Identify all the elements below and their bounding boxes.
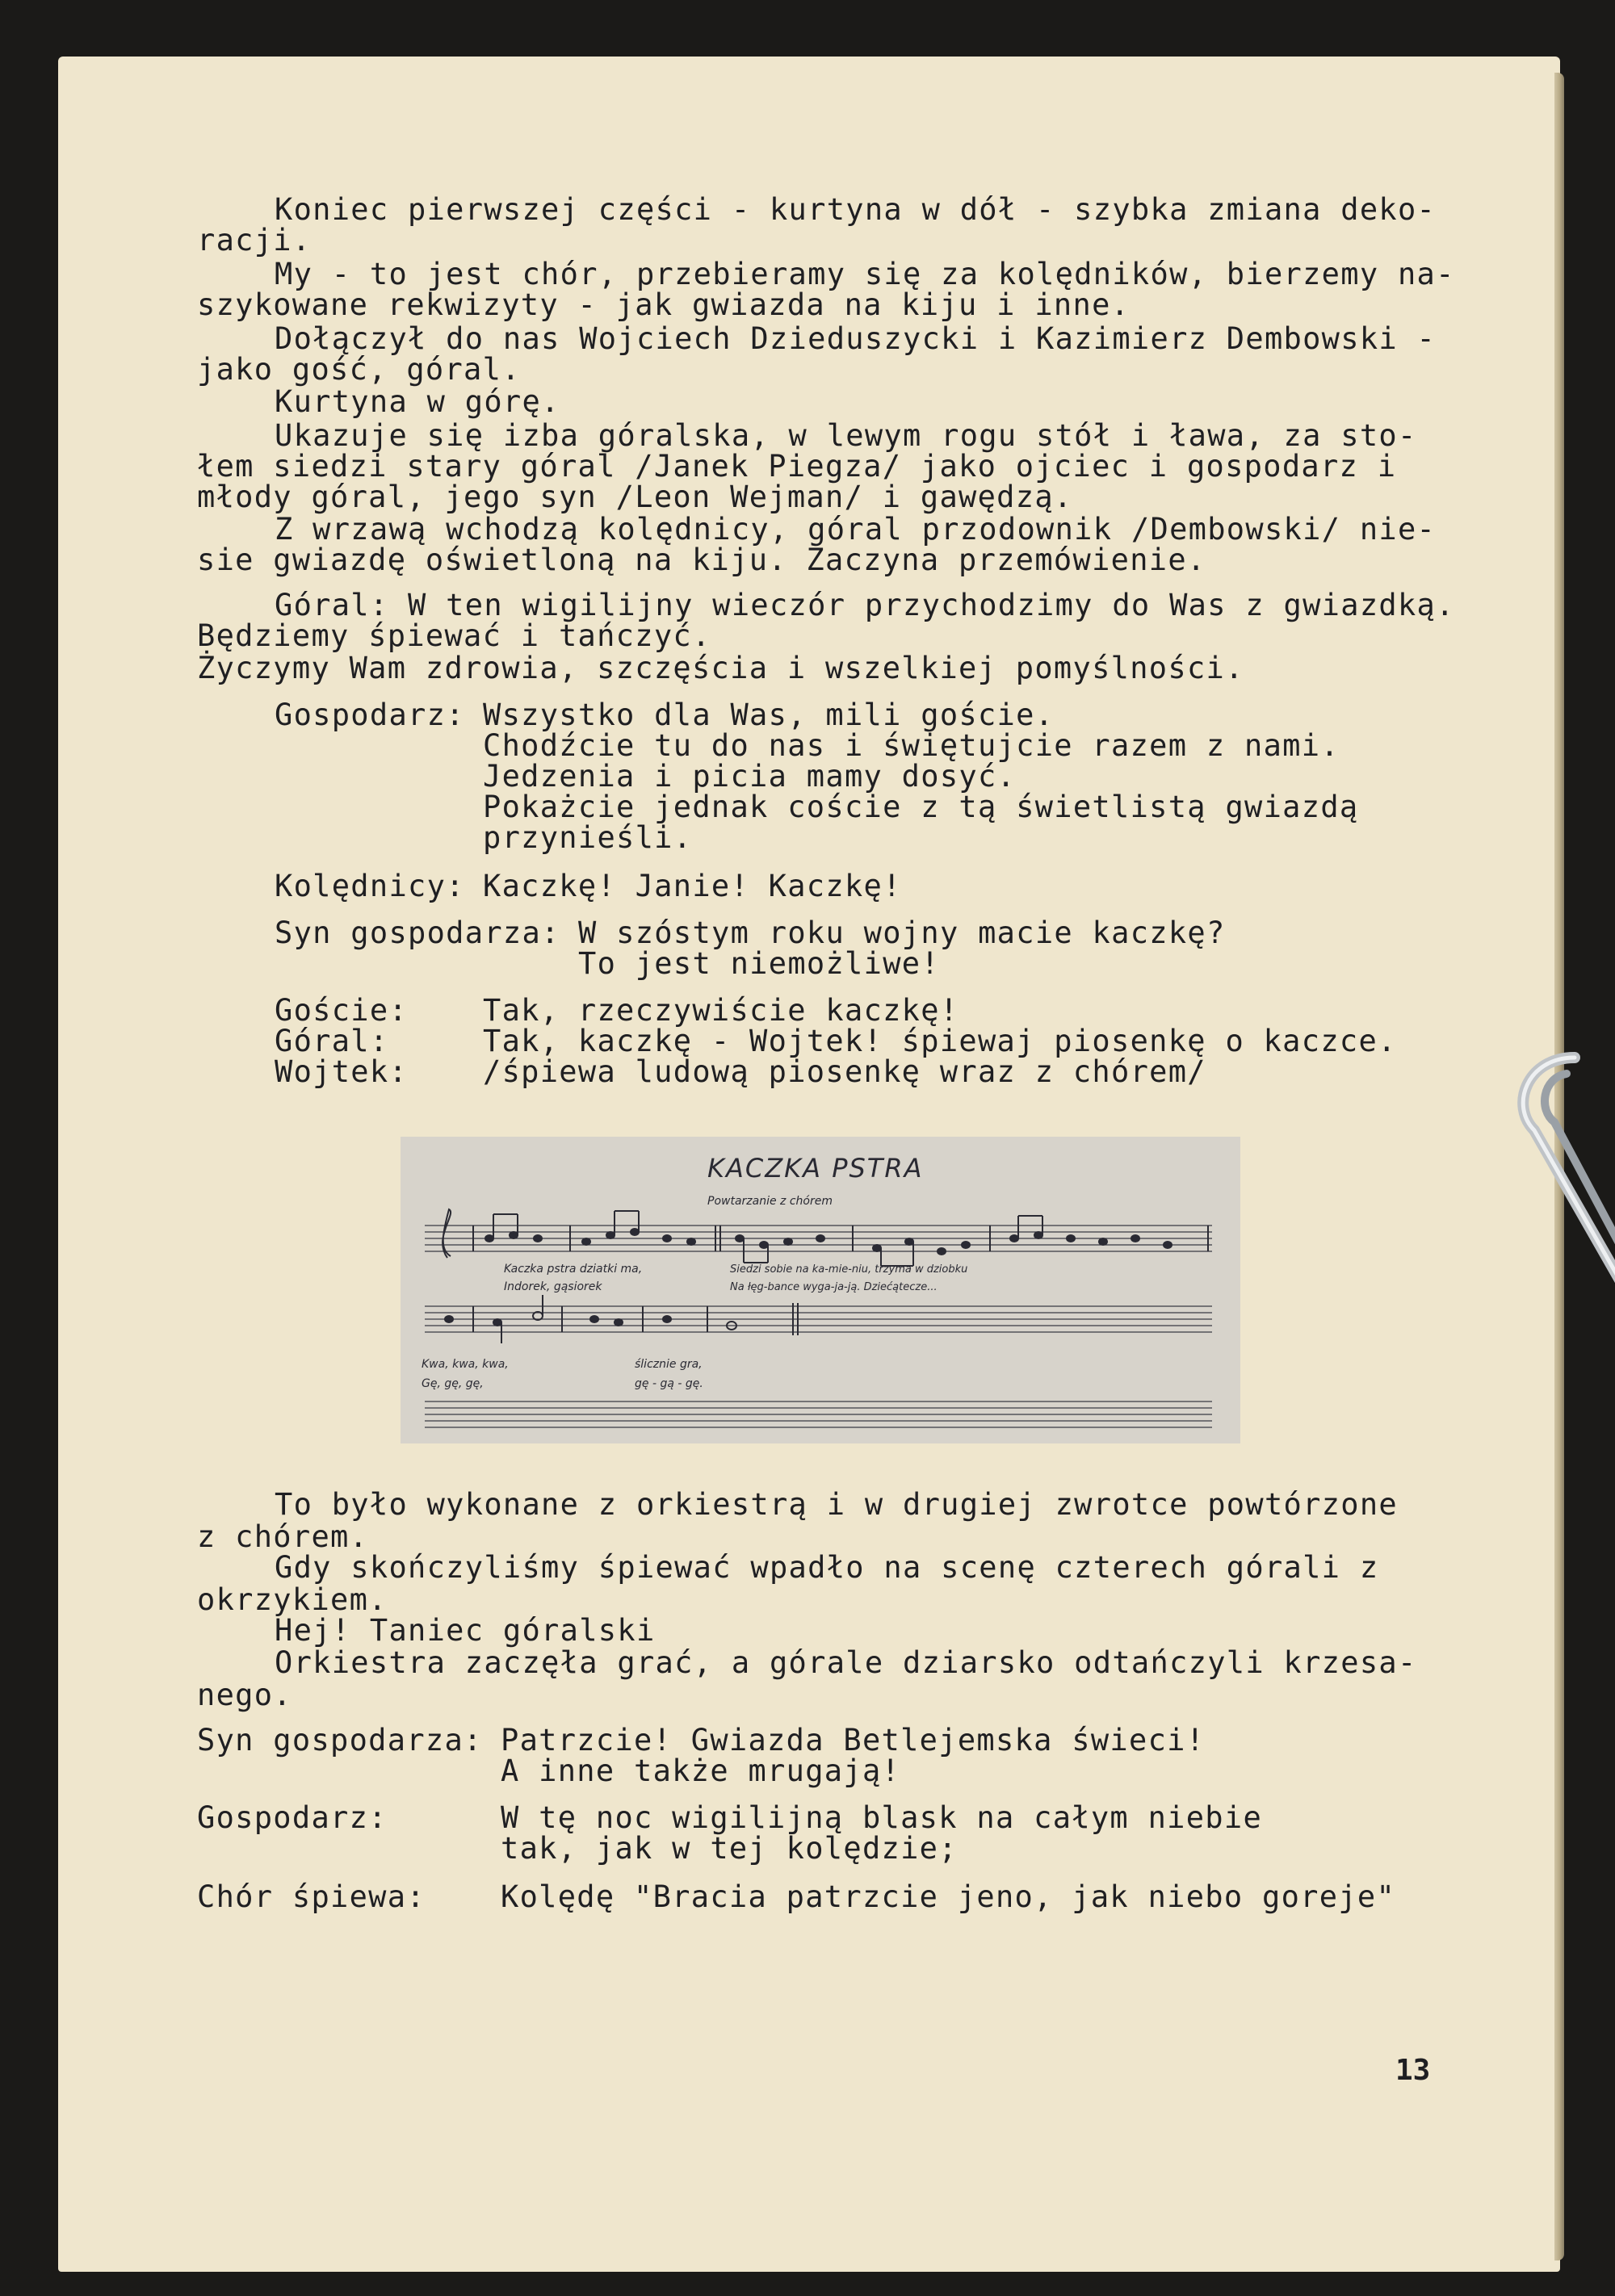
- speaker-label: Góral:: [275, 1024, 389, 1058]
- dialogue-line: Chodźcie tu do nas i świętujcie razem z nami.: [483, 728, 1340, 763]
- intro-line: szykowane rekwizyty - jak gwiazda na kiju i inne.: [197, 287, 1130, 322]
- intro-line: racji.: [197, 223, 312, 258]
- goral-speech-line: Będziemy śpiewać i tańczyć.: [197, 618, 711, 653]
- dialogue-line: Tak, kaczkę - Wojtek! śpiewaj piosenkę o kaczce.: [483, 1024, 1397, 1058]
- outro-line: To było wykonane z orkiestrą i w drugiej zwrotce powtórzone: [275, 1487, 1398, 1522]
- intro-line: My - to jest chór, przebieramy się za kolędników, bierzemy na-: [275, 257, 1455, 291]
- speaker-label: Syn gospodarza:: [275, 915, 560, 950]
- dialogue-line: Tak, rzeczywiście kaczkę!: [483, 993, 959, 1028]
- intro-line: Ukazuje się izba góralska, w lewym rogu stół i ława, za sto-: [275, 418, 1417, 453]
- lyrics: Siedzi sobie na ka-mie-niu, trzyma w dziobku: [730, 1263, 968, 1276]
- music-title: KACZKA PSTRA: [707, 1153, 924, 1184]
- speaker-label: Syn gospodarza:: [197, 1723, 483, 1758]
- dialogue-line: przynieśli.: [483, 820, 693, 855]
- goral-speech-line: Życzymy Wam zdrowia, szczęścia i wszelkiej pomyślności.: [197, 651, 1244, 685]
- intro-line: Dołączył do nas Wojciech Dzieduszycki i Kazimierz Dembowski -: [275, 321, 1437, 356]
- intro-line: jako gość, góral.: [197, 352, 521, 387]
- dialogue-line: Patrzcie! Gwiazda Betlejemska świeci!: [501, 1723, 1206, 1758]
- dialogue-line: Jedzenia i picia mamy dosyć.: [483, 759, 1017, 794]
- speaker-label: Kolędnicy:: [275, 869, 465, 903]
- dialogue-line: W szóstym roku wojny macie kaczkę?: [578, 915, 1226, 950]
- intro-line: Koniec pierwszej części - kurtyna w dół - szybka zmiana deko-: [275, 192, 1437, 227]
- dialogue-line: W tę noc wigilijną blask na całym niebie: [501, 1800, 1263, 1835]
- lyrics: ślicznie gra,: [635, 1358, 703, 1371]
- speaker-label: Gospodarz:: [197, 1800, 388, 1835]
- dialogue-line: tak, jak w tej kolędzie;: [501, 1831, 958, 1866]
- dialogue-line: A inne także mrugają!: [501, 1753, 901, 1788]
- dialogue-line: Pokażcie jednak coście z tą świetlistą gwiazdą: [483, 790, 1359, 824]
- dialogue-line: /śpiewa ludową piosenkę wraz z chórem/: [483, 1054, 1206, 1089]
- outro-line: okrzykiem.: [197, 1582, 388, 1617]
- music-tempo-note: Powtarzanie z chórem: [707, 1195, 833, 1208]
- notes: [443, 1209, 1208, 1343]
- paperclip-icon: [1478, 1041, 1615, 1308]
- speaker-label: Wojtek:: [275, 1054, 409, 1089]
- speaker-label: Goście:: [275, 993, 409, 1028]
- lyrics: gę - gą - gę.: [635, 1377, 703, 1390]
- page-number: 13: [1395, 2054, 1431, 2087]
- dialogue-line: Kaczkę! Janie! Kaczkę!: [483, 869, 902, 903]
- sheet-music-drawing: [401, 1137, 1240, 1443]
- staff-lines: [425, 1226, 1212, 1427]
- outro-line: nego.: [197, 1678, 292, 1712]
- dialogue-line: Wszystko dla Was, mili goście.: [483, 698, 1055, 732]
- sheet-music-image: [401, 1137, 1240, 1443]
- lyrics: Kwa, kwa, kwa,: [422, 1358, 509, 1371]
- lyrics: Kaczka pstra dziatki ma,: [504, 1263, 643, 1276]
- dialogue-line: To jest niemożliwe!: [578, 946, 940, 981]
- dialogue-line: Kolędę "Bracia patrzcie jeno, jak niebo goreje": [501, 1879, 1396, 1914]
- intro-line: młody góral, jego syn /Leon Wejman/ i gawędzą.: [197, 480, 1073, 514]
- goral-speech-line: Góral: W ten wigilijny wieczór przychodzimy do Was z gwiazdką.: [275, 588, 1455, 622]
- speaker-label: Gospodarz:: [275, 698, 465, 732]
- outro-line: Orkiestra zaczęła grać, a górale dziarsko odtańczyli krzesa-: [275, 1645, 1417, 1680]
- intro-line: łem siedzi stary góral /Janek Piegza/ jako ojciec i gospodarz i: [197, 449, 1397, 484]
- intro-line: sie gwiazdę oświetloną na kiju. Zaczyna przemówienie.: [197, 543, 1206, 577]
- speaker-label: Chór śpiewa:: [197, 1879, 426, 1914]
- intro-line: Kurtyna w górę.: [275, 384, 560, 419]
- outro-line: z chórem.: [197, 1519, 369, 1554]
- lyrics: Gę, gę, gę,: [422, 1377, 484, 1390]
- lyrics: Indorek, gąsiorek: [504, 1280, 602, 1293]
- outro-line: Hej! Taniec góralski: [275, 1613, 656, 1648]
- lyrics: Na łęg-bance wyga-ja-ją. Dziećątecze...: [730, 1281, 938, 1293]
- outro-line: Gdy skończyliśmy śpiewać wpadło na scenę czterech górali z: [275, 1550, 1379, 1585]
- intro-line: Z wrzawą wchodzą kolędnicy, góral przodownik /Dembowski/ nie-: [275, 512, 1437, 547]
